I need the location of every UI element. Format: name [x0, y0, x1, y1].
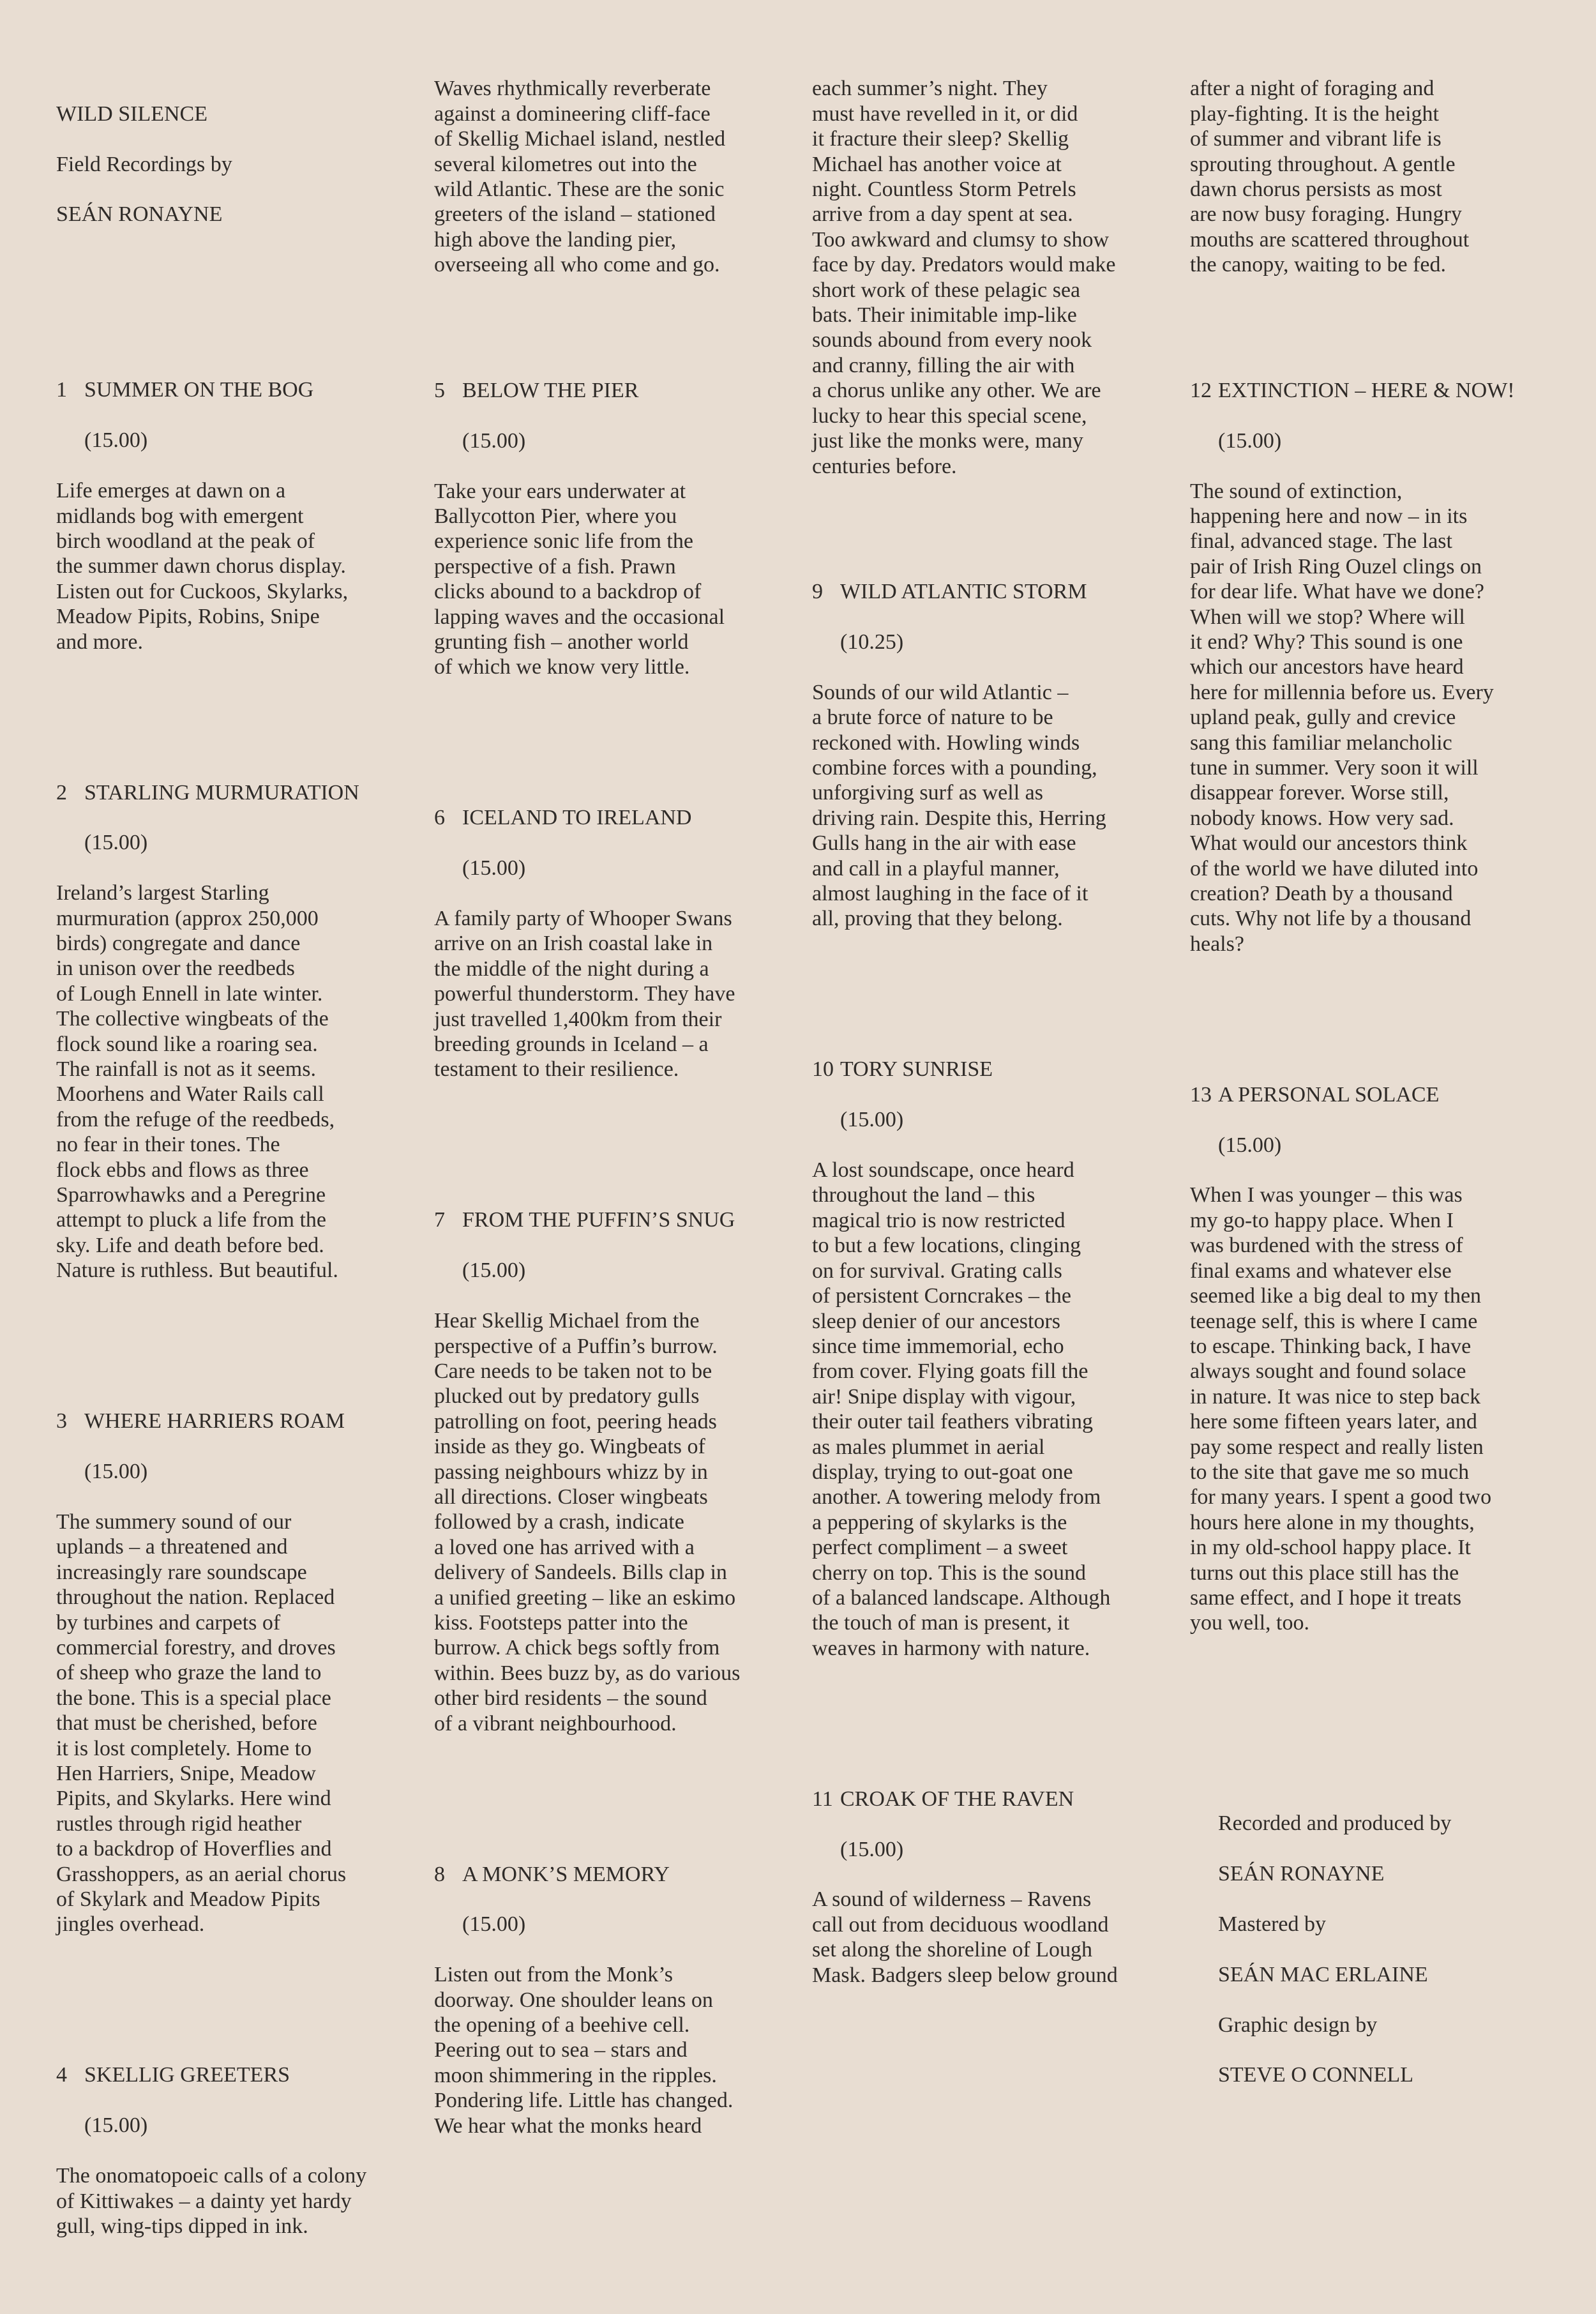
track-description: Life emerges at dawn on a midlands bog with emergent birch woodland at the peak of the summer dawn chorus display. Listen out for Cuckoos, Skylarks, Meadow Pipits, Robins, Snipe and more.	[56, 479, 349, 654]
track-title	[434, 1207, 804, 1232]
track-7	[434, 1183, 804, 1761]
track-11	[812, 1761, 1182, 2013]
track-description: The sound of extinction, happening here and now – in its final, advanced stage. The last pair of Irish Ring Ouzel clings on for dear life. What have we done? When will we stop? Where will it end? Why? This sound is one which our ancestors have heard here for millennia before us. Every upland peak, gully and crevice sang this familiar melancholic tune in summer. Very soon it will disappear forever. Worse still, nobody knows. How very sad. What would our ancestors think of the world we have diluted into creation? Death by a thousand cuts. Why not life by a thousand heals?	[1190, 479, 1494, 956]
track-3	[56, 1384, 426, 1962]
track-number: 9	[812, 580, 823, 604]
track-duration: (15.00)	[1218, 1133, 1282, 1157]
track-6	[434, 780, 804, 1107]
track-1	[56, 352, 426, 679]
track-description: A lost soundscape, once heard throughout the land – this magical trio is now restricted to but a few locations, clinging on for survival. Grating calls of persistent Corncrakes – the sleep denier of our ancestors since time immemorial, echo from cover. Flying goats fill the air! Snipe display with vigour, their outer tail feathers vibrating as males plummet in aerial display, trying to out-goat one another. A towering melody from a peppering of skylarks is the perfect compliment – a sweet cherry on top. This is the sound of a balanced landscape. Although the touch of man is present, it weaves in harmony with nature.	[812, 1158, 1111, 1660]
track-name: ICELAND TO IRELAND	[462, 806, 692, 830]
column-4	[1190, 51, 1573, 2138]
track-number: 13	[1190, 1082, 1212, 1107]
track-duration: (15.00)	[462, 1259, 526, 1283]
column-2	[434, 51, 804, 2214]
track-4	[56, 2038, 426, 2264]
track-title	[434, 1862, 804, 1887]
track-number: 12	[1190, 378, 1212, 402]
track-title	[56, 780, 426, 805]
track-description: Sounds of our wild Atlantic – a brute force of nature to be reckoned with. Howling winds combine forces with a pounding, unforgiving surf as well as driving rain. Despite this, Herring Gulls hang in the air with ease and call in a playful manner, almost laughing in the face of it all, proving that they belong.	[812, 680, 1106, 931]
track-number: 7	[434, 1208, 445, 1232]
track-name: SKELLIG GREETERS	[84, 2063, 290, 2087]
track-9	[812, 554, 1182, 957]
track-name: STARLING MURMURATION	[84, 780, 359, 805]
album-subtitle: Field Recordings by	[56, 152, 232, 176]
track-duration: (10.25)	[840, 630, 904, 654]
track-duration: (15.00)	[1218, 428, 1282, 453]
track-number: 4	[56, 2063, 67, 2087]
track-duration: (15.00)	[84, 2114, 148, 2138]
track-number: 2	[56, 780, 67, 805]
track-description: A sound of wilderness – Ravens call out from deciduous woodland set along the shoreline of Lough Mask. Badgers sleep below ground	[812, 1887, 1118, 1987]
track-number: 3	[56, 1409, 67, 1433]
credit-design-name: STEVE O CONNELL	[1218, 2063, 1413, 2087]
track-name: WHERE HARRIERS ROAM	[84, 1409, 345, 1433]
track-8	[434, 1836, 804, 2163]
track-duration: (15.00)	[462, 428, 526, 453]
track-duration: (15.00)	[84, 831, 148, 855]
credit-mastered-label: Mastered by	[1218, 1912, 1327, 1937]
track-description: Take your ears underwater at Ballycotton Pier, where you experience sonic life from the perspective of a fish. Prawn clicks abound to a backdrop of lapping waves and the occasional grunting fish – another world of which we know very little.	[434, 479, 725, 679]
track-title	[56, 1409, 426, 1433]
track-10	[812, 1032, 1182, 1686]
track-title	[1190, 378, 1573, 403]
track-5	[434, 352, 804, 705]
credit-recorded-label: Recorded and produced by	[1218, 1811, 1452, 1836]
track-title	[812, 1787, 1182, 1811]
track-2	[56, 755, 426, 1308]
credits	[1218, 1786, 1573, 2113]
track-name: FROM THE PUFFIN’S SNUG	[462, 1208, 735, 1232]
track-13	[1190, 1057, 1573, 1661]
track-description: A family party of Whooper Swans arrive on an Irish coastal lake in the middle of the night during a powerful thunderstorm. They have just travelled 1,400km from their breeding grounds in Iceland – a testament to their resilience.	[434, 907, 735, 1082]
track-title	[434, 378, 804, 403]
track-name: CROAK OF THE RAVEN	[840, 1787, 1074, 1811]
column-1	[56, 51, 426, 2314]
track-number: 6	[434, 806, 445, 830]
track-name: SUMMER ON THE BOG	[84, 378, 314, 402]
track-name: BELOW THE PIER	[462, 378, 639, 402]
track-description: The onomatopoeic calls of a colony of Kittiwakes – a dainty yet hardy gull, wing-tips dipped in ink.	[56, 2164, 367, 2238]
track-duration: (15.00)	[840, 1837, 904, 1861]
track-duration: (15.00)	[462, 1912, 526, 1937]
track-title	[434, 805, 804, 830]
track-duration: (15.00)	[840, 1108, 904, 1132]
track-number: 5	[434, 378, 445, 402]
track-title	[1190, 1082, 1573, 1107]
album-title: WILD SILENCE	[56, 102, 208, 126]
track-duration: (15.00)	[84, 1460, 148, 1484]
track-duration: (15.00)	[84, 428, 148, 453]
track-title	[56, 377, 426, 402]
column-3	[812, 51, 1182, 2063]
track-description: When I was younger – this was my go-to happy place. When I was burdened with the stress of final exams and whatever else seemed like a big deal to my then teenage self, this is where I came to escape. Thinking back, I have always sought and found solace in nature. It was nice to step back here some fifteen years later, and pay some respect and really listen to the site that gave me so much for many years. I spent a good two hours here alone in my thoughts, in my old-school happy place. It turns out this place still has the same effect, and I hope it treats you well, too.	[1190, 1183, 1492, 1635]
artist-name: SEÁN RONAYNE	[56, 202, 223, 227]
track-number: 10	[812, 1057, 834, 1082]
track-name: A MONK’S MEMORY	[462, 1862, 670, 1886]
track-description: Listen out from the Monk’s doorway. One shoulder leans on the opening of a beehive cell. Peering out to sea – stars and moon shimmering in the ripples. Pondering life. Little has changed. We hear what the monks heard	[434, 1963, 734, 2138]
track-name: TORY SUNRISE	[840, 1057, 993, 1082]
track-name: A PERSONAL SOLACE	[1218, 1082, 1440, 1107]
track-title	[812, 579, 1182, 604]
track-4-continued: Waves rhythmically reverberate against a domineering cliff-face of Skellig Michael island, nestled several kilometres out into the wild Atlantic. These are the sonic greeters of the island – stationed high above the landing pier, overseeing all who come and go.	[434, 77, 726, 277]
credit-design-label: Graphic design by	[1218, 2013, 1378, 2037]
track-title	[56, 2062, 426, 2087]
track-number: 8	[434, 1862, 445, 1886]
track-12	[1190, 352, 1573, 981]
track-11-continued: after a night of foraging and play-fighting. It is the height of summer and vibrant life is sprouting throughout. A gentle dawn chorus persists as most are now busy foraging. Hungry mouths are scattered throughout the canopy, waiting to be fed.	[1190, 77, 1470, 277]
track-8-continued: each summer’s night. They must have revelled in it, or did it fracture their sleep? Skellig Michael has another voice at night. Countless Storm Petrels arrive from a day spent at sea. Too awkward and clumsy to show face by day. Predators would make short work of these pelagic sea bats. Their inimitable imp-like sounds abound from every nook and cranny, filling the air with a chorus unlike any other. We are lucky to hear this special scene, just like the monks were, many centuries before.	[812, 77, 1116, 478]
album-header	[56, 76, 426, 252]
track-duration: (15.00)	[462, 856, 526, 881]
track-description: Ireland’s largest Starling murmuration (approx 250,000 birds) congregate and dance in unison over the reedbeds of Lough Ennell in late winter. The collective wingbeats of the flock sound like a roaring sea. The rainfall is not as it seems. Moorhens and Water Rails call from the refuge of the reedbeds, no fear in their tones. The flock ebbs and flows as three Sparrowhawks and a Peregrine attempt to pluck a life from the sky. Life and death before bed. Nature is ruthless. But beautiful.	[56, 881, 338, 1283]
track-number: 1	[56, 378, 67, 402]
track-title	[812, 1057, 1182, 1082]
track-description: Hear Skellig Michael from the perspective of a Puffin’s burrow. Care needs to be taken not to be plucked out by predatory gulls patrolling on foot, peering heads inside as they go. Wingbeats of passing neighbours whizz by in all directions. Closer wingbeats followed by a crash, indicate a loved one has arrived with a delivery of Sandeels. Bills clap in a unified greeting – like an eskimo kiss. Footsteps patter into the burrow. A chick begs softly from within. Bees buzz by, as do various other bird residents – the sound of a vibrant neighbourhood.	[434, 1309, 741, 1736]
credit-mastered-name: SEÁN MAC ERLAINE	[1218, 1962, 1428, 1986]
track-description: The summery sound of our uplands – a threatened and increasingly rare soundscape throughout the nation. Replaced by turbines and carpets of commercial forestry, and droves of sheep who graze the land to the bone. This is a special place that must be cherished, before it is lost completely. Home to Hen Harriers, Snipe, Meadow Pipits, and Skylarks. Here wind rustles through rigid heather to a backdrop of Hoverflies and Grasshoppers, as an aerial chorus of Skylark and Meadow Pipits jingles overhead.	[56, 1509, 347, 1937]
track-name: EXTINCTION – HERE & NOW!	[1218, 378, 1515, 402]
track-number: 11	[812, 1787, 833, 1811]
track-name: WILD ATLANTIC STORM	[840, 580, 1087, 604]
credit-recorded-name: SEÁN RONAYNE	[1218, 1862, 1385, 1886]
